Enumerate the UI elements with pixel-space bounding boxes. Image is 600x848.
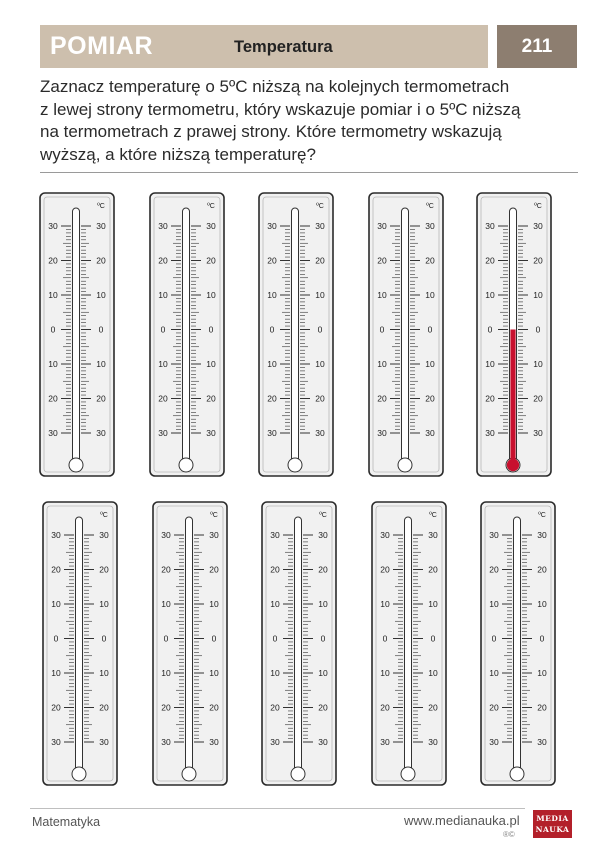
instruction-line-1: Zaznacz temperaturę o 5ºC niższą na kolejnych termometrach <box>40 77 510 96</box>
scale-label-left: 30 <box>377 428 387 438</box>
scale-label-right: 10 <box>533 359 543 369</box>
thermometer-tube <box>514 517 521 774</box>
unit-label: ºC <box>316 203 324 210</box>
scale-label-right: 30 <box>425 428 435 438</box>
scale-label-left: 10 <box>380 599 390 609</box>
unit-label: ºC <box>210 512 218 519</box>
scale-label-right: 20 <box>428 702 438 713</box>
scale-label-left: 10 <box>489 668 499 678</box>
thermometer-tube <box>183 208 190 465</box>
scale-label-left: 20 <box>158 255 168 266</box>
header-topic: Temperatura <box>234 38 333 56</box>
scale-label-right: 20 <box>318 702 328 713</box>
unit-label: ºC <box>534 203 542 210</box>
footer-subject: Matematyka <box>32 815 101 829</box>
scale-label-right: 30 <box>99 737 109 747</box>
scale-label-right: 10 <box>425 290 435 300</box>
scale-label-left: 30 <box>270 530 280 540</box>
scale-label-right: 30 <box>318 737 328 747</box>
thermometer <box>150 193 224 476</box>
scale-label-left: 20 <box>377 255 387 266</box>
scale-label-right: 0 <box>320 633 326 644</box>
scale-label-left: 10 <box>48 359 58 369</box>
scale-label-right: 20 <box>318 564 328 575</box>
scale-label-left: 30 <box>267 221 277 231</box>
scale-label-left: 20 <box>51 702 61 713</box>
scale-label-right: 10 <box>533 290 543 300</box>
scale-label-left: 30 <box>380 737 390 747</box>
scale-label-right: 10 <box>425 359 435 369</box>
scale-label-left: 20 <box>270 564 280 575</box>
scale-label-right: 0 <box>208 324 214 335</box>
thermometer-bulb <box>291 767 305 781</box>
scale-label-right: 0 <box>539 633 545 644</box>
thermometer-bulb <box>401 767 415 781</box>
thermometer-bulb <box>398 458 412 472</box>
scale-label-right: 20 <box>425 255 435 266</box>
scale-label-right: 10 <box>315 290 325 300</box>
scale-label-left: 30 <box>161 530 171 540</box>
scale-label-left: 10 <box>485 290 495 300</box>
scale-label-right: 20 <box>206 255 216 266</box>
mercury-column <box>510 330 515 466</box>
scale-label-left: 30 <box>485 428 495 438</box>
scale-label-left: 10 <box>380 668 390 678</box>
scale-label-left: 20 <box>51 564 61 575</box>
scale-label-right: 10 <box>99 599 109 609</box>
scale-label-left: 20 <box>489 564 499 575</box>
scale-label-right: 10 <box>96 290 106 300</box>
scale-label-right: 30 <box>96 221 106 231</box>
scale-label-right: 0 <box>430 633 436 644</box>
unit-label: ºC <box>538 512 546 519</box>
scale-label-left: 20 <box>270 702 280 713</box>
scale-label-right: 20 <box>425 393 435 404</box>
scale-label-right: 10 <box>318 599 328 609</box>
scale-label-left: 0 <box>487 324 493 335</box>
scale-label-right: 20 <box>99 702 109 713</box>
scale-label-right: 10 <box>206 359 216 369</box>
scale-label-left: 10 <box>161 599 171 609</box>
unit-label: ºC <box>97 203 105 210</box>
thermometer-tube <box>295 517 302 774</box>
scale-label-left: 10 <box>489 599 499 609</box>
scale-label-right: 10 <box>428 599 438 609</box>
scale-label-right: 20 <box>428 564 438 575</box>
thermometer-tube <box>76 517 83 774</box>
scale-label-right: 20 <box>315 255 325 266</box>
scale-label-right: 20 <box>533 393 543 404</box>
scale-label-right: 10 <box>537 599 547 609</box>
scale-label-left: 10 <box>377 290 387 300</box>
scale-label-left: 30 <box>161 737 171 747</box>
thermometer-bulb <box>510 767 524 781</box>
scale-label-right: 20 <box>96 393 106 404</box>
scale-label-left: 20 <box>485 255 495 266</box>
unit-label: ºC <box>100 512 108 519</box>
instruction-line-4: wyższą, a które niższą temperaturę? <box>40 144 316 164</box>
scale-label-left: 10 <box>158 359 168 369</box>
scale-label-left: 10 <box>485 359 495 369</box>
scale-label-right: 10 <box>318 668 328 678</box>
scale-label-left: 30 <box>51 737 61 747</box>
instruction-line-2: z lewej strony termometru, który wskazuje pomiar i o 5ºC niższą <box>40 99 521 119</box>
unit-label: ºC <box>319 512 327 519</box>
scale-label-left: 10 <box>158 290 168 300</box>
instruction-line-3: na termometrach z prawej strony. Które termometry wskazują <box>40 122 502 141</box>
scale-label-left: 10 <box>267 290 277 300</box>
mercury-bulb <box>507 459 519 471</box>
thermometer-tube <box>402 208 409 465</box>
scale-label-left: 30 <box>489 530 499 540</box>
thermometer <box>369 193 443 476</box>
scale-label-right: 30 <box>99 530 109 540</box>
scale-label-left: 20 <box>158 393 168 404</box>
thermometer <box>481 502 555 785</box>
thermometer-tube <box>292 208 299 465</box>
unit-label: ºC <box>207 203 215 210</box>
scale-label-left: 10 <box>161 668 171 678</box>
scale-label-right: 0 <box>211 633 217 644</box>
thermometer <box>259 193 333 476</box>
scale-label-left: 20 <box>489 702 499 713</box>
scale-label-left: 0 <box>379 324 385 335</box>
scale-label-right: 10 <box>96 359 106 369</box>
scale-label-left: 30 <box>270 737 280 747</box>
scale-label-right: 30 <box>315 221 325 231</box>
scale-label-left: 0 <box>163 633 169 644</box>
scale-label-right: 20 <box>533 255 543 266</box>
scale-label-right: 20 <box>537 702 547 713</box>
scale-label-left: 0 <box>272 633 278 644</box>
scale-label-right: 0 <box>427 324 433 335</box>
thermometer-bulb <box>182 767 196 781</box>
scale-label-left: 20 <box>380 564 390 575</box>
footer-website[interactable]: www.medianauka.pl <box>404 813 520 828</box>
scale-label-left: 20 <box>380 702 390 713</box>
scale-label-right: 10 <box>209 599 219 609</box>
scale-label-right: 30 <box>428 530 438 540</box>
scale-label-left: 20 <box>377 393 387 404</box>
logo-line-1: MEDIA <box>536 814 569 823</box>
scale-label-right: 20 <box>99 564 109 575</box>
logo-line-2: NAUKA <box>535 825 570 834</box>
scale-label-right: 10 <box>428 668 438 678</box>
thermometer-tube <box>405 517 412 774</box>
scale-label-right: 20 <box>206 393 216 404</box>
scale-label-left: 20 <box>48 255 58 266</box>
scale-label-left: 0 <box>50 324 56 335</box>
scale-label-left: 30 <box>48 221 58 231</box>
scale-label-right: 10 <box>315 359 325 369</box>
scale-label-left: 20 <box>48 393 58 404</box>
scale-label-right: 0 <box>101 633 107 644</box>
thermometer-bulb <box>69 458 83 472</box>
header-subject: POMIAR <box>50 32 153 60</box>
scale-label-left: 30 <box>267 428 277 438</box>
scale-label-right: 30 <box>206 428 216 438</box>
thermometer-tube <box>186 517 193 774</box>
thermometer <box>153 502 227 785</box>
thermometer-bulb <box>288 458 302 472</box>
thermometer <box>43 502 117 785</box>
unit-label: ºC <box>426 203 434 210</box>
scale-label-left: 30 <box>158 221 168 231</box>
scale-label-right: 0 <box>317 324 323 335</box>
thermometer <box>477 193 551 476</box>
scale-label-left: 30 <box>48 428 58 438</box>
scale-label-left: 10 <box>267 359 277 369</box>
scale-label-left: 30 <box>158 428 168 438</box>
thermometer <box>262 502 336 785</box>
thermometer-bulb <box>72 767 86 781</box>
scale-label-left: 30 <box>489 737 499 747</box>
scale-label-left: 30 <box>377 221 387 231</box>
scale-label-right: 30 <box>533 221 543 231</box>
scale-label-left: 0 <box>491 633 497 644</box>
scale-label-right: 30 <box>537 530 547 540</box>
scale-label-right: 10 <box>99 668 109 678</box>
scale-label-left: 0 <box>53 633 59 644</box>
page-number: 211 <box>521 35 553 57</box>
scale-label-right: 30 <box>96 428 106 438</box>
scale-label-left: 10 <box>48 290 58 300</box>
scale-label-right: 0 <box>535 324 541 335</box>
scale-label-left: 10 <box>270 599 280 609</box>
scale-label-left: 10 <box>51 668 61 678</box>
scale-label-right: 20 <box>537 564 547 575</box>
scale-label-right: 30 <box>537 737 547 747</box>
scale-label-right: 10 <box>537 668 547 678</box>
scale-label-right: 30 <box>318 530 328 540</box>
scale-label-right: 30 <box>533 428 543 438</box>
media-nauka-logo <box>533 810 572 838</box>
scale-label-right: 10 <box>206 290 216 300</box>
scale-label-right: 30 <box>428 737 438 747</box>
scale-label-right: 30 <box>209 737 219 747</box>
scale-label-right: 30 <box>209 530 219 540</box>
scale-label-left: 0 <box>382 633 388 644</box>
scale-label-left: 20 <box>267 255 277 266</box>
scale-label-right: 0 <box>98 324 104 335</box>
scale-label-left: 20 <box>267 393 277 404</box>
footer-trademark: ®© <box>503 830 515 839</box>
scale-label-left: 10 <box>270 668 280 678</box>
scale-label-right: 20 <box>96 255 106 266</box>
scale-label-left: 20 <box>485 393 495 404</box>
scale-label-left: 10 <box>51 599 61 609</box>
scale-label-left: 30 <box>485 221 495 231</box>
scale-label-right: 20 <box>315 393 325 404</box>
thermometer <box>372 502 446 785</box>
scale-label-right: 20 <box>209 702 219 713</box>
thermometer-tube <box>73 208 80 465</box>
scale-label-left: 30 <box>51 530 61 540</box>
thermometer-bulb <box>179 458 193 472</box>
scale-label-right: 30 <box>425 221 435 231</box>
unit-label: ºC <box>429 512 437 519</box>
scale-label-left: 0 <box>269 324 275 335</box>
scale-label-left: 0 <box>160 324 166 335</box>
scale-label-left: 10 <box>377 359 387 369</box>
thermometer <box>40 193 114 476</box>
scale-label-left: 20 <box>161 702 171 713</box>
scale-label-left: 20 <box>161 564 171 575</box>
scale-label-right: 30 <box>315 428 325 438</box>
scale-label-right: 30 <box>206 221 216 231</box>
scale-label-right: 20 <box>209 564 219 575</box>
scale-label-right: 10 <box>209 668 219 678</box>
footer-divider <box>30 808 525 809</box>
scale-label-left: 30 <box>380 530 390 540</box>
